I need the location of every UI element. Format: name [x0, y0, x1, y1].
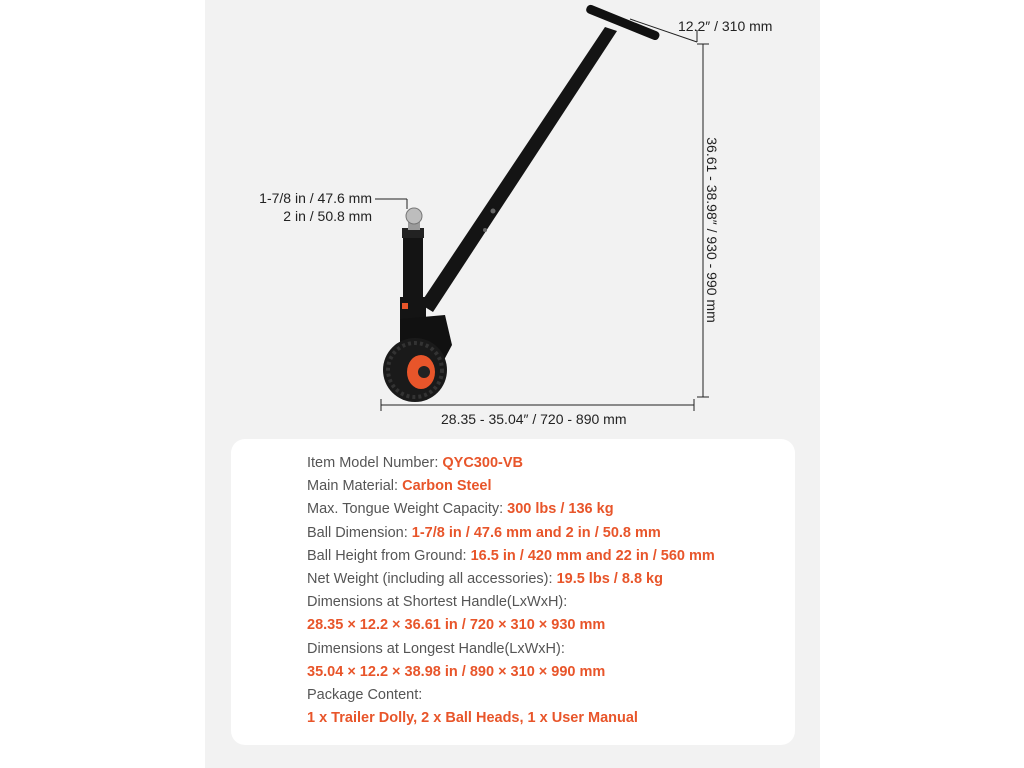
- spec-net-weight: [307, 568, 777, 591]
- handle-width-label: 12.2″ / 310 mm: [678, 18, 773, 34]
- spec-value: 16.5 in / 420 mm and 22 in / 560 mm: [470, 547, 715, 564]
- spec-key: Net Weight (including all accessories):: [307, 571, 557, 588]
- ball-size-label-2: 2 in / 50.8 mm: [283, 208, 372, 224]
- spec-value: 1 x Trailer Dolly, 2 x Ball Heads, 1 x User Manual: [307, 710, 638, 727]
- spec-ball-height: [307, 545, 777, 568]
- spec-value: QYC300-VB: [442, 455, 523, 471]
- spec-package-key: [307, 684, 777, 707]
- ball-size-label-1: 1-7/8 in / 47.6 mm: [259, 190, 372, 206]
- spec-value: 35.04 × 12.2 × 38.98 in / 890 × 310 × 990 mm: [307, 663, 606, 680]
- spec-key: Ball Height from Ground:: [307, 547, 471, 564]
- spec-capacity: [307, 498, 777, 521]
- spec-material: [307, 475, 777, 498]
- spec-key: Dimensions at Longest Handle(LxWxH):: [307, 640, 565, 657]
- hitch-ball: [406, 208, 422, 224]
- spec-key: Dimensions at Shortest Handle(LxWxH):: [307, 594, 568, 611]
- spec-longest-key: [307, 638, 777, 661]
- spec-value: Carbon Steel: [402, 478, 492, 495]
- spec-longest-value: [307, 661, 777, 684]
- spec-ball-dimension: [307, 522, 777, 545]
- wheel: [383, 338, 447, 402]
- spec-shortest-key: [307, 591, 777, 614]
- spec-value: 1-7/8 in / 47.6 mm and 2 in / 50.8 mm: [411, 524, 661, 541]
- spec-value: 28.35 × 12.2 × 36.61 in / 720 × 310 × 930 mm: [307, 617, 606, 634]
- handle: [585, 4, 661, 42]
- spec-key: Ball Dimension:: [307, 524, 412, 541]
- spec-key: Item Model Number:: [307, 455, 443, 471]
- length-label: 28.35 - 35.04″ / 720 - 890 mm: [441, 411, 627, 427]
- spec-key: Max. Tongue Weight Capacity:: [307, 501, 508, 518]
- spec-value: 300 lbs / 136 kg: [507, 501, 614, 518]
- spec-shortest-value: [307, 614, 777, 637]
- spec-value: 19.5 lbs / 8.8 kg: [556, 571, 663, 588]
- spec-model: [307, 452, 777, 475]
- spec-package-value: [307, 707, 777, 730]
- spec-list: [307, 452, 777, 730]
- height-label: 36.61 - 38.98″ / 930 - 990 mm: [704, 137, 720, 323]
- handle-shaft: [420, 27, 617, 312]
- spec-key: Main Material:: [307, 478, 403, 495]
- spec-key: Package Content:: [307, 687, 423, 704]
